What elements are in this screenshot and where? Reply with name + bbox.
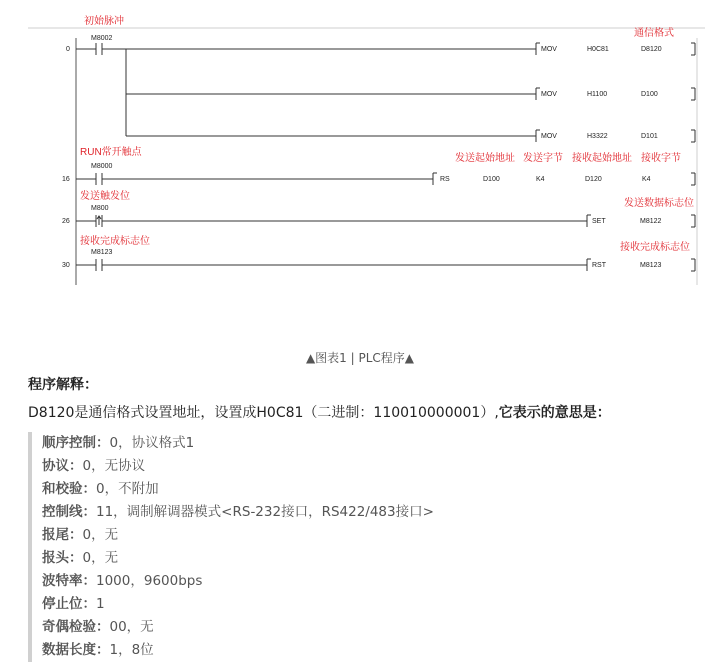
- annotation-send-trigger: 发送触发位: [80, 191, 130, 202]
- item-key: 报尾：: [42, 527, 83, 543]
- list-item: [42, 593, 688, 616]
- list-item: [42, 639, 688, 662]
- annotation-send-bytes: 发送字节: [523, 153, 563, 164]
- instruction-dst: M8123: [640, 262, 662, 269]
- instruction-bracket: [536, 88, 695, 100]
- figure-caption: ▲图表1 | PLC程序▲: [305, 351, 415, 365]
- annotation-send-flag: 发送数据标志位: [624, 198, 694, 209]
- instruction-operand: D100: [483, 176, 500, 183]
- item-value: 0，协议格式1: [109, 435, 195, 451]
- contact-no-m8000: [76, 173, 433, 185]
- instruction-bracket: [536, 130, 695, 142]
- item-value: 0，无协议: [82, 458, 146, 474]
- contact-pulse-m800: [76, 215, 587, 227]
- item-value: 00，无: [109, 619, 154, 635]
- ladder-diagram: [0, 0, 720, 300]
- item-value: 1000，9600bps: [96, 573, 203, 589]
- format-blockquote: [28, 432, 688, 662]
- annotation-recv-bytes: 接收字节: [641, 153, 681, 164]
- annotation-recv-done: 接收完成标志位: [80, 236, 150, 247]
- item-key: 顺序控制：: [42, 435, 110, 451]
- instruction-bracket: [433, 173, 695, 185]
- item-key: 停止位：: [42, 596, 96, 612]
- contact-label: M8002: [91, 35, 113, 42]
- item-value: 11，调制解调器模式<RS-232接口，RS422/483接口>: [96, 504, 434, 520]
- instruction-dst: M8122: [640, 218, 662, 225]
- annotation-comm-format: 通信格式: [634, 28, 674, 39]
- instruction-src: H1100: [587, 91, 608, 98]
- instruction-op: SET: [592, 218, 606, 225]
- instruction-dst: D101: [641, 133, 658, 140]
- instruction-operand: K4: [536, 176, 545, 183]
- list-item: [42, 432, 688, 455]
- item-value: 1，8位: [109, 642, 154, 658]
- annotation-initial-pulse: 初始脉冲: [84, 16, 124, 27]
- item-key: 数据长度：: [42, 642, 110, 658]
- instruction-dst: D8120: [641, 46, 662, 53]
- item-key: 控制线：: [42, 504, 96, 520]
- item-value: 0，不附加: [96, 481, 159, 497]
- contact-label: M8123: [91, 249, 113, 256]
- instruction-op: RST: [592, 262, 606, 269]
- annotation-recv-flag: 接收完成标志位: [620, 242, 690, 253]
- list-item: [42, 524, 688, 547]
- list-item: [42, 547, 688, 570]
- annotation-recv-start-addr: 接收起始地址: [572, 153, 632, 164]
- step-number: 26: [62, 218, 70, 225]
- list-item: [42, 455, 688, 478]
- instruction-operand: K4: [642, 176, 651, 183]
- description-bold: 它表示的意思是：: [498, 405, 611, 421]
- contact-no-m8123: [76, 259, 587, 271]
- step-number: 30: [62, 262, 70, 269]
- item-key: 奇偶检验：: [42, 619, 110, 635]
- instruction-src: H3322: [587, 133, 608, 140]
- list-item: [42, 570, 688, 593]
- item-key: 和校验：: [42, 481, 96, 497]
- instruction-bracket: [536, 43, 695, 55]
- instruction-op: RS: [440, 176, 450, 183]
- item-value: 0，无: [82, 550, 119, 566]
- instruction-op: MOV: [541, 133, 557, 140]
- annotation-run-contact: RUN常开触点: [80, 147, 142, 158]
- item-key: 报头：: [42, 550, 83, 566]
- list-item: [42, 478, 688, 501]
- annotation-send-start-addr: 发送起始地址: [455, 153, 515, 164]
- contact-label: M800: [91, 205, 109, 212]
- step-number: 16: [62, 176, 70, 183]
- item-value: 0，无: [82, 527, 119, 543]
- description-text: D8120是通信格式设置地址，设置成H0C81（二进制：110010000001）,: [28, 405, 499, 421]
- instruction-op: MOV: [541, 91, 557, 98]
- contact-label: M8000: [91, 163, 113, 170]
- description-paragraph: [28, 402, 611, 422]
- instruction-src: H0C81: [587, 46, 609, 53]
- instruction-dst: D100: [641, 91, 658, 98]
- list-item: [42, 616, 688, 639]
- instruction-op: MOV: [541, 46, 557, 53]
- item-key: 波特率：: [42, 573, 96, 589]
- branch-lines: [126, 49, 536, 136]
- contact-no-m8002: [76, 43, 536, 55]
- instruction-operand: D120: [585, 176, 602, 183]
- step-number: 0: [66, 46, 70, 53]
- list-item: [42, 501, 688, 524]
- section-heading: 程序解释：: [28, 377, 98, 393]
- item-key: 协议：: [42, 458, 83, 474]
- item-value: 1: [96, 596, 105, 612]
